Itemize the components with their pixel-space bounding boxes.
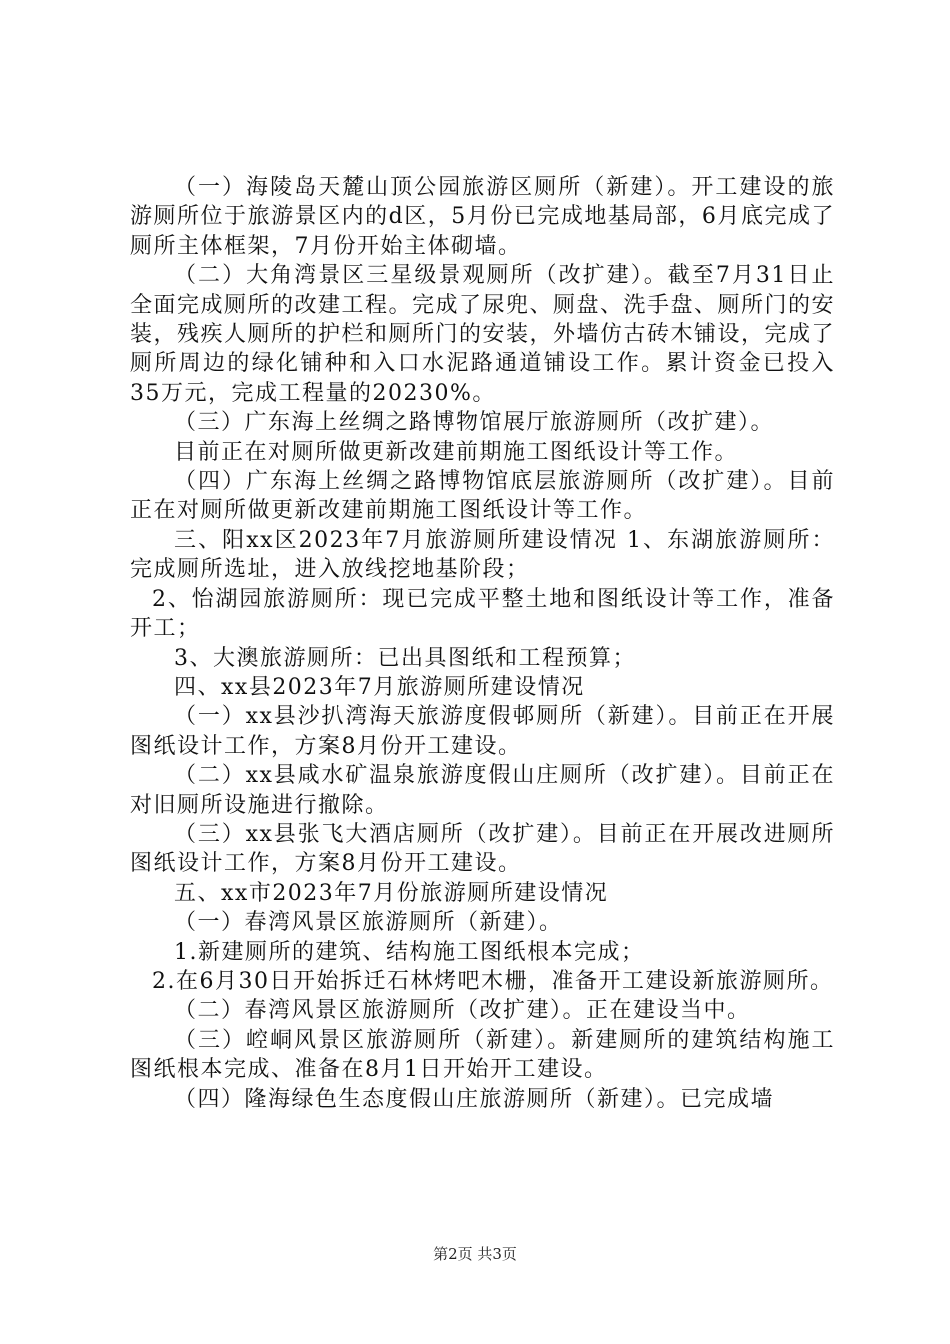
paragraph: 1.新建厕所的建筑、结构施工图纸根本完成； [174, 939, 645, 965]
paragraph: （二）大角湾景区三星级景观厕所（改扩建）。截至7月31日止全面完成厕所的改建工程。完成了尿兜、厕盘、洗手盘、厕所门的安装，残疾人厕所的护栏和厕所门的安装，外墙仿古砖木铺设，完成了厕所周边的绿化铺种和入口水泥路通道铺设工作。累计资金已投入35万元，完成工程量的20230%。 [130, 263, 836, 406]
paragraph: 四、xx县2023年7月旅游厕所建设情况 [174, 674, 585, 700]
paragraph: （一）海陵岛天麓山顶公园旅游区厕所（新建）。开工建设的旅游厕所位于旅游景区内的d区，5月份已完成地基局部，6月底完成了厕所主体框架，7月份开始主体砌墙。 [130, 175, 835, 259]
paragraph: 3、大澳旅游厕所：已出具图纸和工程预算； [174, 645, 636, 671]
paragraph: 五、xx市2023年7月份旅游厕所建设情况 [174, 880, 609, 906]
paragraph: （二）春湾风景区旅游厕所（改扩建）。正在建设当中。 [174, 998, 751, 1024]
document-body [130, 173, 835, 1114]
paragraph: 2.在6月30日开始拆迁石林烤吧木栅，准备开工建设新旅游厕所。 [152, 968, 834, 994]
page-number-label: 第2页 共3页 [433, 1245, 517, 1263]
paragraph: 三、阳xx区2023年7月旅游厕所建设情况 1、东湖旅游厕所：完成厕所选址，进入放线挖地基阶段； [130, 527, 835, 583]
paragraph: 目前正在对厕所做更新改建前期施工图纸设计等工作。 [174, 439, 739, 465]
paragraph: （一）春湾风景区旅游厕所（新建）。 [174, 910, 563, 936]
paragraph: （一）xx县沙扒湾海天旅游度假邨厕所（新建）。目前正在开展图纸设计工作，方案8月份开工建设。 [130, 704, 835, 759]
paragraph: （三）广东海上丝绸之路博物馆展厅旅游厕所（改扩建）。 [174, 410, 775, 436]
paragraph: （三）xx县张飞大酒店厕所（改扩建）。目前正在开展改进厕所图纸设计工作，方案8月份开工建设。 [130, 821, 835, 877]
paragraph: 2、怡湖园旅游厕所：现已完成平整土地和图纸设计等工作，准备开工； [130, 586, 835, 642]
paragraph: （三）崆峒风景区旅游厕所（新建）。新建厕所的建筑结构施工图纸根本完成、准备在8月1日开始开工建设。 [130, 1027, 835, 1083]
paragraph: （四）隆海绿色生态度假山庄旅游厕所（新建）。已完成墙 [174, 1086, 775, 1112]
paragraph: （四）广东海上丝绸之路博物馆底层旅游厕所（改扩建）。目前正在对厕所做更新改建前期施工图纸设计等工作。 [130, 469, 835, 524]
paragraph: （二）xx县咸水矿温泉旅游度假山庄厕所（改扩建）。目前正在对旧厕所设施进行撤除。 [130, 763, 835, 818]
page-footer [0, 1243, 950, 1264]
